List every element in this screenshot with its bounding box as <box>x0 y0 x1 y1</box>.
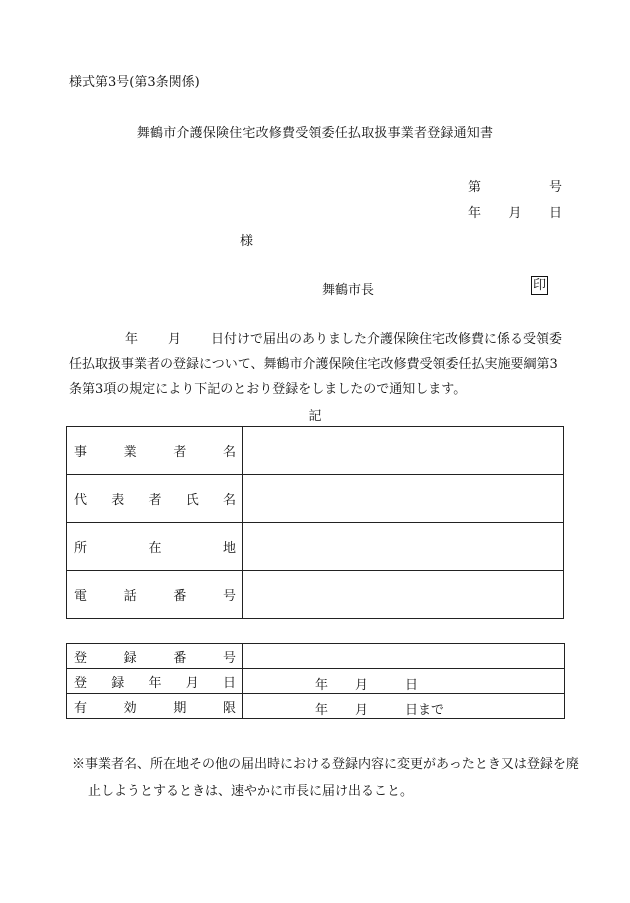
label-cell <box>67 694 243 719</box>
spread-label <box>67 697 242 716</box>
label-char: 話 <box>123 589 137 604</box>
label-char: 業 <box>123 445 137 460</box>
label-char: 録 <box>111 675 125 691</box>
label-char: 在 <box>148 541 162 556</box>
date-month: 月 <box>508 206 522 221</box>
label-char: 年 <box>148 675 162 691</box>
document-number-line <box>468 176 562 195</box>
label-char: 登 <box>74 675 88 691</box>
label-char: 号 <box>222 589 236 604</box>
label-char: 代 <box>74 493 88 508</box>
body-year: 年 <box>125 332 139 347</box>
label-cell <box>67 669 243 694</box>
change-notice-note: ※事業者名、所在地その他の届出時における登録内容に変更があったとき又は登録を廃止しようとするときは、速やかに市長に届け出ること。 <box>72 757 579 799</box>
reg-month: 月 <box>355 678 369 693</box>
label-char: 日 <box>222 675 236 691</box>
label-char: 番 <box>173 650 187 666</box>
table-row <box>67 475 564 523</box>
spread-label <box>67 647 242 666</box>
table-row <box>67 694 565 719</box>
reg-day: 日 <box>405 678 419 693</box>
spread-label <box>67 489 242 508</box>
date-day: 日 <box>548 206 562 221</box>
label-char: 名 <box>222 445 236 460</box>
label-char: 者 <box>173 445 187 460</box>
business-info-table <box>66 426 564 619</box>
label-char: 効 <box>123 700 137 716</box>
table-row <box>67 523 564 571</box>
label-cell <box>67 475 243 523</box>
label-char: 有 <box>74 700 88 716</box>
label-char: 限 <box>222 700 236 716</box>
phone-value <box>243 571 564 619</box>
label-char: 登 <box>74 650 88 666</box>
addressee-suffix: 様 <box>240 234 254 249</box>
label-char: 名 <box>222 493 236 508</box>
ki-heading: 記 <box>308 409 322 424</box>
table-row <box>67 571 564 619</box>
label-char: 期 <box>173 700 187 716</box>
form-id: 様式第3号(第3条関係) <box>69 75 200 90</box>
expiry-date-value <box>243 694 565 719</box>
business-name-value <box>243 427 564 475</box>
spread-label <box>67 441 242 460</box>
exp-year: 年 <box>315 703 329 718</box>
body-month: 月 <box>168 332 182 347</box>
label-char: 号 <box>222 650 236 666</box>
label-cell <box>67 644 243 669</box>
reg-year: 年 <box>315 678 329 693</box>
table-row <box>67 427 564 475</box>
number-suffix: 号 <box>548 180 562 195</box>
table-row <box>67 644 565 669</box>
number-prefix: 第 <box>468 180 482 195</box>
notice-body <box>69 327 565 402</box>
table-row <box>67 669 565 694</box>
document-date-line <box>468 202 562 221</box>
label-char: 氏 <box>185 493 199 508</box>
label-char: 者 <box>148 493 162 508</box>
label-char: 事 <box>74 445 88 460</box>
spread-label <box>67 585 242 604</box>
exp-day: 日まで <box>405 703 445 718</box>
address-value <box>243 523 564 571</box>
label-char: 番 <box>173 589 187 604</box>
label-char: 表 <box>111 493 125 508</box>
registration-table <box>66 643 565 719</box>
label-cell <box>67 523 243 571</box>
label-char: 地 <box>222 541 236 556</box>
label-cell <box>67 571 243 619</box>
spread-label <box>67 672 242 691</box>
label-char: 録 <box>123 650 137 666</box>
label-char: 電 <box>74 589 88 604</box>
document-title: 舞鶴市介護保険住宅改修費受領委任払取扱事業者登録通知書 <box>136 126 494 141</box>
label-cell <box>67 427 243 475</box>
label-char: 月 <box>185 675 199 691</box>
spread-label <box>67 537 242 556</box>
registration-date-value <box>243 669 565 694</box>
registration-number-value <box>243 644 565 669</box>
body-text: 日付けで届出のありました介護保険住宅改修費に係る受領委任払取扱事業者の登録について、舞鶴市介護保険住宅改修費受領委任払実施要綱第3条第3項の規定により下記のとおり登録をしましたので通知します。 <box>69 332 563 397</box>
label-char: 所 <box>74 541 88 556</box>
date-year: 年 <box>468 206 482 221</box>
representative-name-value <box>243 475 564 523</box>
exp-month: 月 <box>355 703 369 718</box>
sender-name: 舞鶴市長 <box>322 283 375 298</box>
seal-mark: 印 <box>532 278 546 293</box>
